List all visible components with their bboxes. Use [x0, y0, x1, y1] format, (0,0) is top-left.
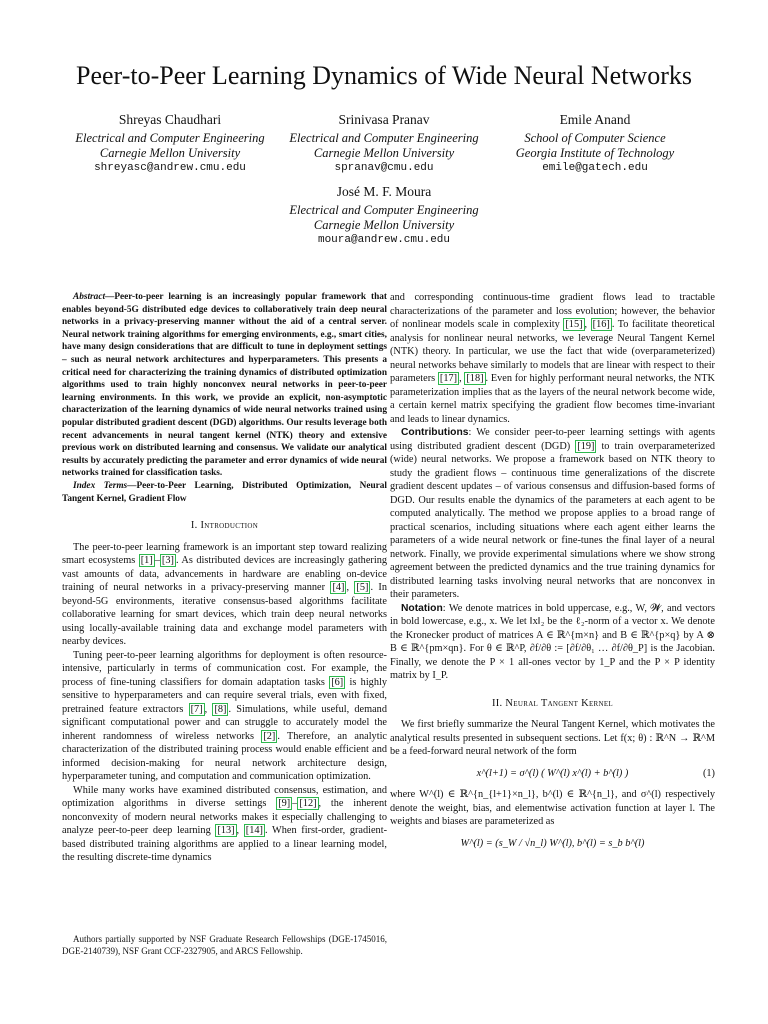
- ntk-paragraph-2: where W^(l) ∈ ℝ^{n_{l+1}×n_l}, b^(l) ∈ ℝ^{n_l}, and σ^(l) respectively denote the weight, bias, and elementwise activation function at layer l. The weights and biases are parameterized as: [390, 789, 715, 827]
- equation-body: x^(l+1) = σ^(l) ( W^(l) x^(l) + b^(l) ): [476, 767, 629, 779]
- citation-link[interactable]: [14]: [245, 825, 263, 837]
- author-dept: Electrical and Computer Engineering: [289, 203, 479, 217]
- contributions-paragraph: Contributions: We consider peer-to-peer learning settings with agents using distributed gradient descent (DGD) [19] to train overparameterized (wide) neural networks. We propose a framework based on NTK theory to study the gradient flows – continuous time generalizations of the discrete gradient descent updates – of various consensus and diffusion-based forms of DGD. Our results enable the dynamics of the parameters at each agent to be computed analytically. The method we propose applies to a broad range of practical scenarios, including situations where each agent either learns the parameters of a wide neural network or fine-tunes the final layer of a neural network. Finally, we provide experimental simulations where we show strong agreement between the predicted dynamics and the true training dynamics for distributed learning tasks involving neural networks that are nonconvex in their parameters.: [390, 427, 715, 600]
- author-univ: Carnegie Mellon University: [313, 146, 455, 160]
- author-univ: Georgia Institute of Technology: [515, 146, 675, 160]
- footnote: Authors partially supported by NSF Graduate Research Fellowships (DGE-1745016, DGE-2140739), NSF Grant CCF-2327905, and ARCS Fellowship.: [62, 934, 387, 956]
- author-dept: Electrical and Computer Engineering: [75, 131, 265, 145]
- intro-paragraph-1: The peer-to-peer learning framework is an important step toward realizing smart ecosystems [1] – [3] . As distributed devices are increasingly gathering vast amounts of data, advancements in hardware are enabling on-device training of neural networks in a privacy-preserving manner [4] , [5] . In beyond-5G environments, iterative consensus-based algorithms facilitate collaborative learning for smart devices, which train deep neural networks using locally-available training data and exchange model parameters with nearby devices.: [62, 541, 387, 648]
- notation-paragraph: Notation: We denote matrices in bold uppercase, e.g., W, 𝓦, and vectors in bold lowercase, e.g., x. We let ‖x‖₂ be the ℓ₂-norm of a vector x. We denote the Kronecker product of matrices A ∈ ℝ^{m×n} and B ∈ ℝ^{p×q} by A ⊗ B ∈ ℝ^{pm×qn}. For θ ∈ ℝ^P, ∂f/∂θ := [∂f/∂θ₁ … ∂f/∂θ_P] is the Jacobian. Finally, we denote the P × 1 all-ones vector by 1_P and the P × P identity matrix by I_P.: [390, 602, 715, 681]
- citation-link[interactable]: [3]: [161, 555, 174, 567]
- right-paragraph-1: and corresponding continuous-time gradient flows lead to tractable characterizations of the parameter and loss evolution; however, the behavior of nonlinear models scale in complexity [15] , [16] . To facilitate theoretical analysis for nonlinear neural networks, we leverage Neural Tangent Kernel (NTK) theory. In particular, we use the fact that wide (overparameterized) neural networks behave similarly to models that are linear with respect to their parameters [17] , [18] . Even for highly performant neural networks, the NTK parameterization implies that as the layers of the neural network become wide, a certain kernel matrix specifying the gradient flow becomes time-invariant and leads to linear dynamics.: [390, 292, 716, 425]
- author-dept: Electrical and Computer Engineering: [289, 131, 479, 145]
- author-univ: Carnegie Mellon University: [313, 218, 455, 232]
- citation-link[interactable]: [17]: [439, 373, 458, 384]
- author-block-2: [284, 112, 484, 176]
- author-name: Srinivasa Pranav: [338, 112, 430, 127]
- section-heading: I. Introduction: [190, 520, 259, 532]
- equation-2: [390, 837, 715, 851]
- index-terms-text: —Peer-to-Peer Learning, Distributed Optimization, Neural Tangent Kernel, Gradient Flow: [62, 480, 387, 504]
- abstract: [62, 291, 387, 480]
- author-name: Shreyas Chaudhari: [118, 112, 222, 127]
- contributions-label: Contributions: [401, 427, 469, 438]
- citation-link[interactable]: [2]: [263, 730, 276, 742]
- author-email[interactable]: shreyasc@andrew.cmu.edu: [94, 162, 246, 174]
- author-block-4: [264, 184, 504, 248]
- index-terms: [62, 480, 387, 505]
- citation-link[interactable]: [9]: [278, 798, 291, 810]
- section-heading: II. Neural Tangent Kernel: [491, 697, 614, 709]
- author-email[interactable]: spranav@cmu.edu: [334, 162, 434, 174]
- citation-link[interactable]: [7]: [190, 703, 203, 715]
- citation-link[interactable]: [6]: [331, 676, 344, 688]
- paper-title: Peer-to-Peer Learning Dynamics of Wide Neural Networks: [76, 61, 692, 90]
- author-block-1: [60, 112, 280, 176]
- index-terms-label: Index Terms: [73, 480, 128, 491]
- citation-link[interactable]: [13]: [217, 825, 235, 837]
- equation-number: (1): [702, 767, 715, 779]
- abstract-text: —Peer-to-peer learning is an increasingly popular framework that enables beyond-5G distributed edge devices to collaboratively train deep neural networks in a privacy-preserving manner without the aid of a central server. Neural network training algorithms for emerging environments, e.g., smart cities, have many design considerations that are difficult to tune in deployment settings – such as neural network architectures and hyperparameters. This presents a critical need for characterizing the training dynamics of distributed optimization algorithms used to train highly nonconvex neural networks in peer-to-peer learning environments. In this work, we provide an explicit, non-asymptotic characterization of the learning dynamics of wide neural networks trained using popular distributed gradient descent (DGD) algorithms. Our results leverage both recent advancements in neural tangent kernel (NTK) theory and extensive previous work on distributed learning and consensus. We validate our analytical results by accurately predicting the parameter and error dynamics of wide neural networks trained for classification tasks.: [62, 292, 387, 479]
- equation-1: [390, 767, 715, 781]
- citation-link[interactable]: [19]: [577, 440, 595, 452]
- equation-body: W^(l) = (s_W / √n_l) W^(l), b^(l) = s_b b^(l): [460, 837, 645, 849]
- ntk-paragraph-1: We first briefly summarize the Neural Tangent Kernel, which motivates the analytical results presented in subsequent sections. Let f(x; θ) : ℝ^N → ℝ^M be a feed-forward neural network of the form: [390, 719, 715, 757]
- author-email[interactable]: moura@andrew.cmu.edu: [317, 234, 451, 246]
- citation-link[interactable]: [1]: [140, 555, 153, 567]
- intro-paragraph-3: While many works have examined distributed consensus, estimation, and optimization algorithms in diverse settings [9] – [12] , the inherent nonconvexity of modern neural networks makes it especially challenging to analyze peer-to-peer deep learning [13] , [14] . When first-order, gradient-based distributed training algorithms are applied to a linear learning model, the resulting discrete-time dynamics: [62, 784, 388, 864]
- author-name: Emile Anand: [559, 112, 631, 127]
- citation-link[interactable]: [4]: [332, 582, 345, 594]
- author-univ: Carnegie Mellon University: [99, 146, 241, 160]
- left-column: [62, 291, 387, 865]
- intro-paragraph-2: Tuning peer-to-peer learning algorithms for deployment is often resource-intensive, particularly in terms of communication cost. For example, the process of fine-tuning classifiers for domain adaptation tasks [6] is highly sensitive to hyperparameters and can require several trials, even with fixed, pretrained feature extractors [7] , [8] . Simulations, while useful, demand significant computational power and can struggle to accurately model the inherent randomness of wireless networks [2] . Therefore, an analytic characterization of the distributed training process would enable efficient and informed decision-making for neural network architecture design, hyperparameter tuning, and computation and communication optimization.: [62, 649, 387, 783]
- citation-link[interactable]: [12]: [299, 798, 317, 810]
- citation-link[interactable]: [16]: [592, 319, 610, 330]
- citation-link[interactable]: [18]: [466, 373, 484, 384]
- author-name: José M. F. Moura: [336, 184, 432, 199]
- notation-label: Notation: [401, 602, 443, 614]
- citation-link[interactable]: [5]: [356, 582, 369, 594]
- citation-link[interactable]: [15]: [565, 319, 583, 330]
- author-block-3: [490, 112, 700, 176]
- right-column: [390, 291, 715, 858]
- abstract-label: Abstract: [73, 292, 106, 302]
- citation-link[interactable]: [8]: [214, 703, 227, 715]
- author-email[interactable]: emile@gatech.edu: [542, 162, 648, 174]
- author-dept: School of Computer Science: [524, 131, 666, 145]
